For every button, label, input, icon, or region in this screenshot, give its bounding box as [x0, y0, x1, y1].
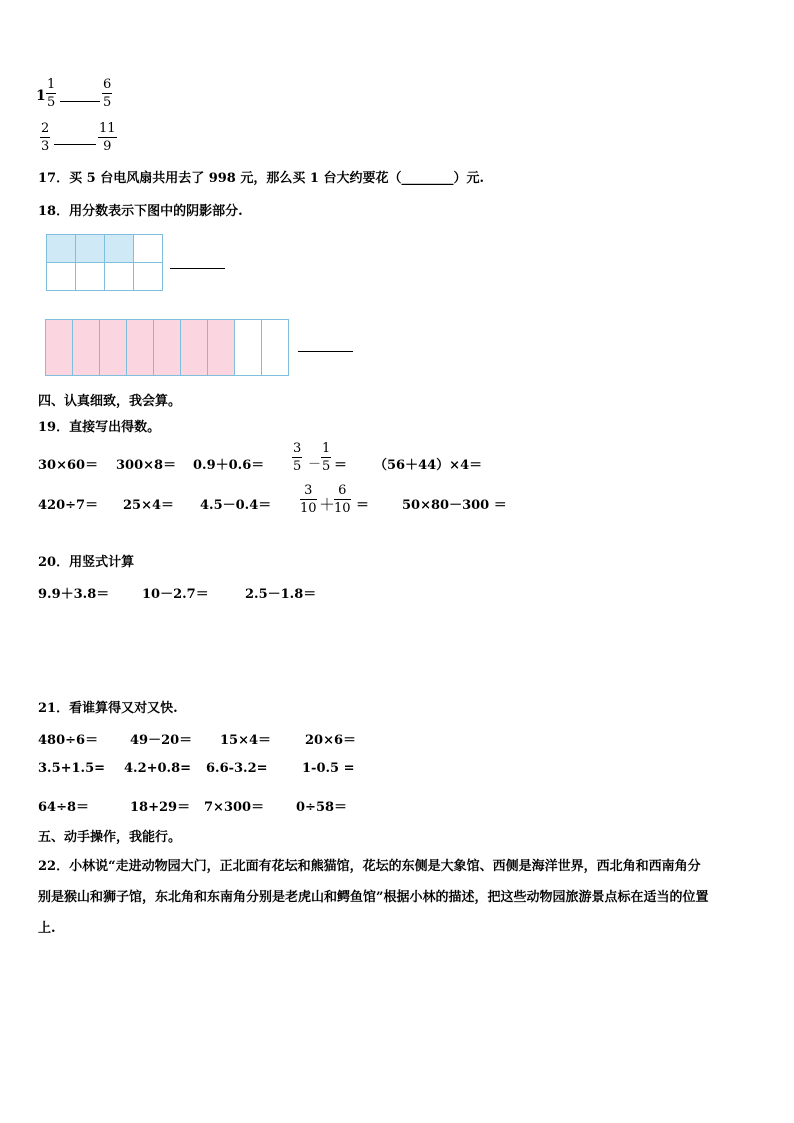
- fraction: $\frac{1}{5}$: [47, 77, 56, 110]
- expression: 300×8＝: [116, 458, 177, 473]
- expression: 15×4＝: [220, 733, 272, 748]
- answer-blank[interactable]: [60, 101, 100, 102]
- expression: 18+29＝: [130, 800, 191, 815]
- fraction: $\frac{3}{5}$: [293, 441, 302, 474]
- grid-cell-shaded: [208, 320, 235, 376]
- grid-cell: [47, 263, 76, 291]
- grid-cell-shaded: [47, 235, 76, 263]
- fraction: $\frac{11}{9}$: [99, 121, 116, 154]
- expression: 20×6＝: [305, 733, 357, 748]
- grid-cell: [105, 263, 134, 291]
- expression: 25×4＝: [123, 498, 175, 513]
- grid-cell: [134, 235, 163, 263]
- expression: 6.6-3.2=: [206, 761, 268, 776]
- expression: 0÷58＝: [296, 800, 348, 815]
- fraction: $\frac{6}{5}$: [103, 77, 112, 110]
- expression: 0.9＋0.6＝: [193, 458, 265, 473]
- question-22-line: 别是猴山和狮子馆，东北角和东南角分别是老虎山和鳄鱼馆”根据小林的描述，把这些动物园旅游景点标在适当的位置: [38, 890, 709, 905]
- question-18-title: 18．用分数表示下图中的阴影部分.: [38, 204, 243, 219]
- answer-blank[interactable]: [170, 268, 225, 269]
- grid-cell-shaded: [73, 320, 100, 376]
- fraction: $\frac{6}{10}$: [334, 483, 351, 516]
- equals: ＝: [356, 498, 370, 513]
- equals: ＝: [334, 458, 348, 473]
- fraction-strip-pink: [45, 319, 289, 376]
- expression: 30×60＝: [38, 458, 99, 473]
- grid-cell-shaded: [105, 235, 134, 263]
- grid-cell: [76, 263, 105, 291]
- grid-cell: [134, 263, 163, 291]
- expression: （56＋44）×4＝: [374, 458, 483, 473]
- fraction-grid-blue: [46, 234, 163, 291]
- fraction: $\frac{3}{10}$: [300, 483, 317, 516]
- answer-blank[interactable]: [298, 351, 353, 352]
- expression: 3.5+1.5=: [38, 761, 106, 776]
- expression: 49－20＝: [130, 733, 193, 748]
- question-22-line: 上.: [38, 921, 56, 936]
- grid-cell: [235, 320, 262, 376]
- expression: 9.9＋3.8＝: [38, 587, 110, 602]
- answer-blank[interactable]: ________: [401, 171, 454, 186]
- expression: 4.5－0.4＝: [200, 498, 272, 513]
- expression: 7×300＝: [204, 800, 265, 815]
- expression: 2.5－1.8＝: [245, 587, 317, 602]
- question-20-title: 20．用竖式计算: [38, 555, 135, 570]
- mixed-whole: 1: [36, 88, 46, 104]
- expression: 420÷7＝: [38, 498, 99, 513]
- operator: －: [308, 457, 322, 472]
- question-21-title: 21．看谁算得又对又快.: [38, 701, 178, 716]
- operator: ＋: [319, 495, 336, 514]
- fraction: $\frac{2}{3}$: [41, 121, 50, 154]
- question-22-line: 22．小林说“走进动物园大门，正北面有花坛和熊猫馆，花坛的东侧是大象馆、西侧是海洋世界，西北角和西南角分: [38, 859, 701, 874]
- expression: 4.2+0.8=: [124, 761, 192, 776]
- question-19-title: 19．直接写出得数。: [38, 420, 161, 435]
- grid-cell-shaded: [181, 320, 208, 376]
- expression: 50×80－300 ＝: [402, 498, 507, 513]
- section-4-heading: 四、认真细致，我会算。: [38, 394, 182, 409]
- answer-blank[interactable]: [54, 144, 96, 145]
- grid-cell-shaded: [76, 235, 105, 263]
- expression: 64÷8＝: [38, 800, 90, 815]
- grid-cell-shaded: [46, 320, 73, 376]
- expression: 1-0.5 =: [302, 761, 355, 776]
- question-17: 17．买 5 台电风扇共用去了 998 元，那么买 1 台大约要花（________）元.: [38, 171, 485, 186]
- grid-cell-shaded: [100, 320, 127, 376]
- fraction: $\frac{1}{5}$: [322, 441, 331, 474]
- expression: 10－2.7＝: [142, 587, 209, 602]
- grid-cell-shaded: [154, 320, 181, 376]
- grid-cell-shaded: [127, 320, 154, 376]
- grid-cell: [262, 320, 289, 376]
- expression: 480÷6＝: [38, 733, 99, 748]
- section-5-heading: 五、动手操作，我能行。: [38, 830, 182, 845]
